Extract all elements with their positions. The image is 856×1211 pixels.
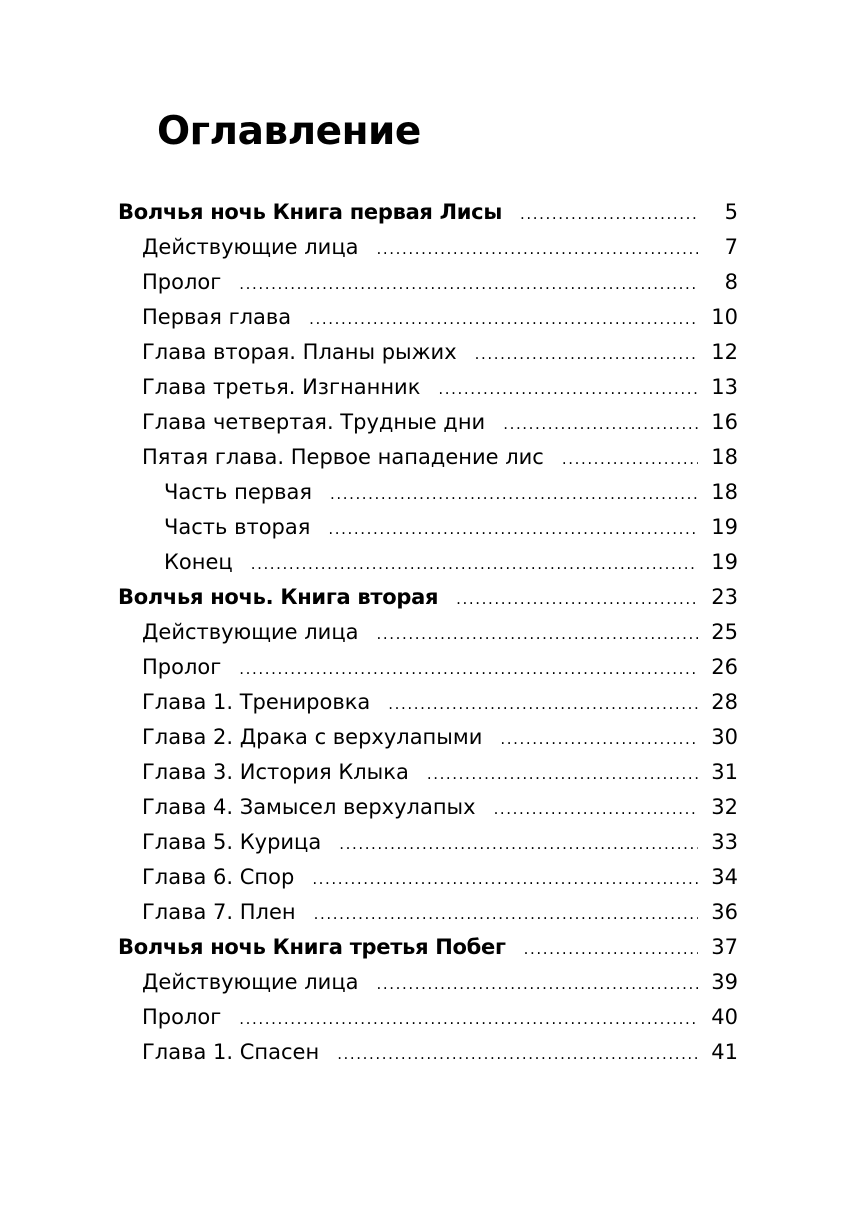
toc-entry-page: 25	[711, 620, 738, 644]
toc-entry-title: Глава 7. Плен	[142, 900, 296, 924]
toc-entry-page: 34	[711, 865, 738, 889]
toc-entry[interactable]	[118, 755, 738, 790]
toc-entry-page: 37	[711, 935, 738, 959]
dot-leader	[377, 232, 699, 267]
dot-leader	[239, 652, 698, 687]
toc-entry[interactable]	[118, 860, 738, 895]
dot-leader	[309, 302, 698, 337]
toc-entry-page: 33	[711, 830, 738, 854]
toc-entry-page: 18	[711, 445, 738, 469]
toc-entry-page: 28	[711, 690, 738, 714]
toc-entry[interactable]	[118, 405, 738, 440]
dot-leader	[314, 897, 698, 932]
toc-entry-title: Глава 3. История Клыка	[142, 760, 409, 784]
toc-entry[interactable]	[118, 370, 738, 405]
toc-entry[interactable]	[118, 720, 738, 755]
dot-leader	[500, 722, 698, 757]
toc-entry-title: Действующие лица	[142, 235, 359, 259]
toc-entry-page: 36	[711, 900, 738, 924]
toc-entry-title: Волчья ночь. Книга вторая	[118, 585, 439, 609]
toc-entry-title: Глава 4. Замысел верхулапых	[142, 795, 476, 819]
dot-leader	[328, 512, 698, 547]
toc-entry-page: 5	[724, 200, 738, 224]
toc-entry-page: 39	[711, 970, 738, 994]
toc-entry-title: Пятая глава. Первое нападение лис	[142, 445, 544, 469]
dot-leader	[377, 617, 699, 652]
toc-entry-page: 16	[711, 410, 738, 434]
toc-entry[interactable]	[118, 545, 738, 580]
toc-entry[interactable]	[118, 790, 738, 825]
toc-entry-page: 23	[711, 585, 738, 609]
dot-leader	[562, 442, 698, 477]
toc-entry-page: 19	[711, 550, 738, 574]
dot-leader	[524, 932, 698, 967]
toc-entry-title: Действующие лица	[142, 970, 359, 994]
dot-leader	[438, 372, 698, 407]
toc-entry-title: Волчья ночь Книга третья Побег	[118, 935, 506, 959]
toc-entry-title: Глава четвертая. Трудные дни	[142, 410, 486, 434]
toc-entry[interactable]	[118, 1035, 738, 1070]
toc-entry-page: 32	[711, 795, 738, 819]
toc-entry-page: 41	[711, 1040, 738, 1064]
dot-leader	[503, 407, 698, 442]
toc-entry-page: 13	[711, 375, 738, 399]
toc-entry[interactable]	[118, 335, 738, 370]
toc-entry[interactable]	[118, 300, 738, 335]
page-title: Оглавление	[157, 109, 421, 154]
toc-entry[interactable]	[118, 475, 738, 510]
toc-entry-page: 31	[711, 760, 738, 784]
toc-entry[interactable]	[118, 580, 738, 615]
table-of-contents	[118, 195, 738, 1070]
toc-entry-title: Часть вторая	[164, 515, 311, 539]
toc-entry[interactable]	[118, 615, 738, 650]
toc-entry-title: Волчья ночь Книга первая Лисы	[118, 200, 503, 224]
toc-entry[interactable]	[118, 195, 738, 230]
dot-leader	[337, 1037, 698, 1072]
toc-entry-page: 12	[711, 340, 738, 364]
toc-entry[interactable]	[118, 895, 738, 930]
toc-entry-page: 30	[711, 725, 738, 749]
toc-entry[interactable]	[118, 685, 738, 720]
dot-leader	[388, 687, 698, 722]
toc-entry-title: Часть первая	[164, 480, 312, 504]
toc-entry[interactable]	[118, 825, 738, 860]
toc-entry-title: Глава вторая. Планы рыжих	[142, 340, 457, 364]
dot-leader	[339, 827, 698, 862]
dot-leader	[494, 792, 698, 827]
dot-leader	[520, 197, 698, 232]
toc-entry-page: 40	[711, 1005, 738, 1029]
toc-entry[interactable]	[118, 230, 738, 265]
dot-leader	[475, 337, 698, 372]
dot-leader	[330, 477, 698, 512]
toc-entry-title: Глава 1. Спасен	[142, 1040, 320, 1064]
toc-entry-page: 19	[711, 515, 738, 539]
toc-entry-page: 7	[724, 235, 738, 259]
toc-entry-page: 10	[711, 305, 738, 329]
toc-entry-title: Пролог	[142, 1005, 222, 1029]
toc-entry-title: Глава 6. Спор	[142, 865, 295, 889]
toc-entry-title: Глава 2. Драка с верхулапыми	[142, 725, 483, 749]
dot-leader	[377, 967, 699, 1002]
toc-entry[interactable]	[118, 265, 738, 300]
dot-leader	[251, 547, 698, 582]
dot-leader	[427, 757, 698, 792]
toc-entry[interactable]	[118, 510, 738, 545]
toc-entry-title: Глава 5. Курица	[142, 830, 322, 854]
toc-entry[interactable]	[118, 930, 738, 965]
toc-entry[interactable]	[118, 650, 738, 685]
dot-leader	[239, 267, 698, 302]
toc-entry-title: Первая глава	[142, 305, 292, 329]
toc-entry-title: Глава 1. Тренировка	[142, 690, 371, 714]
toc-entry-title: Конец	[164, 550, 233, 574]
toc-entry-page: 18	[711, 480, 738, 504]
toc-entry-page: 26	[711, 655, 738, 679]
dot-leader	[312, 862, 698, 897]
toc-entry-page: 8	[724, 270, 738, 294]
dot-leader	[239, 1002, 698, 1037]
toc-entry[interactable]	[118, 440, 738, 475]
toc-entry-title: Пролог	[142, 655, 222, 679]
toc-entry[interactable]	[118, 1000, 738, 1035]
toc-entry[interactable]	[118, 965, 738, 1000]
toc-entry-title: Действующие лица	[142, 620, 359, 644]
toc-entry-title: Глава третья. Изгнанник	[142, 375, 421, 399]
toc-entry-title: Пролог	[142, 270, 222, 294]
dot-leader	[456, 582, 698, 617]
